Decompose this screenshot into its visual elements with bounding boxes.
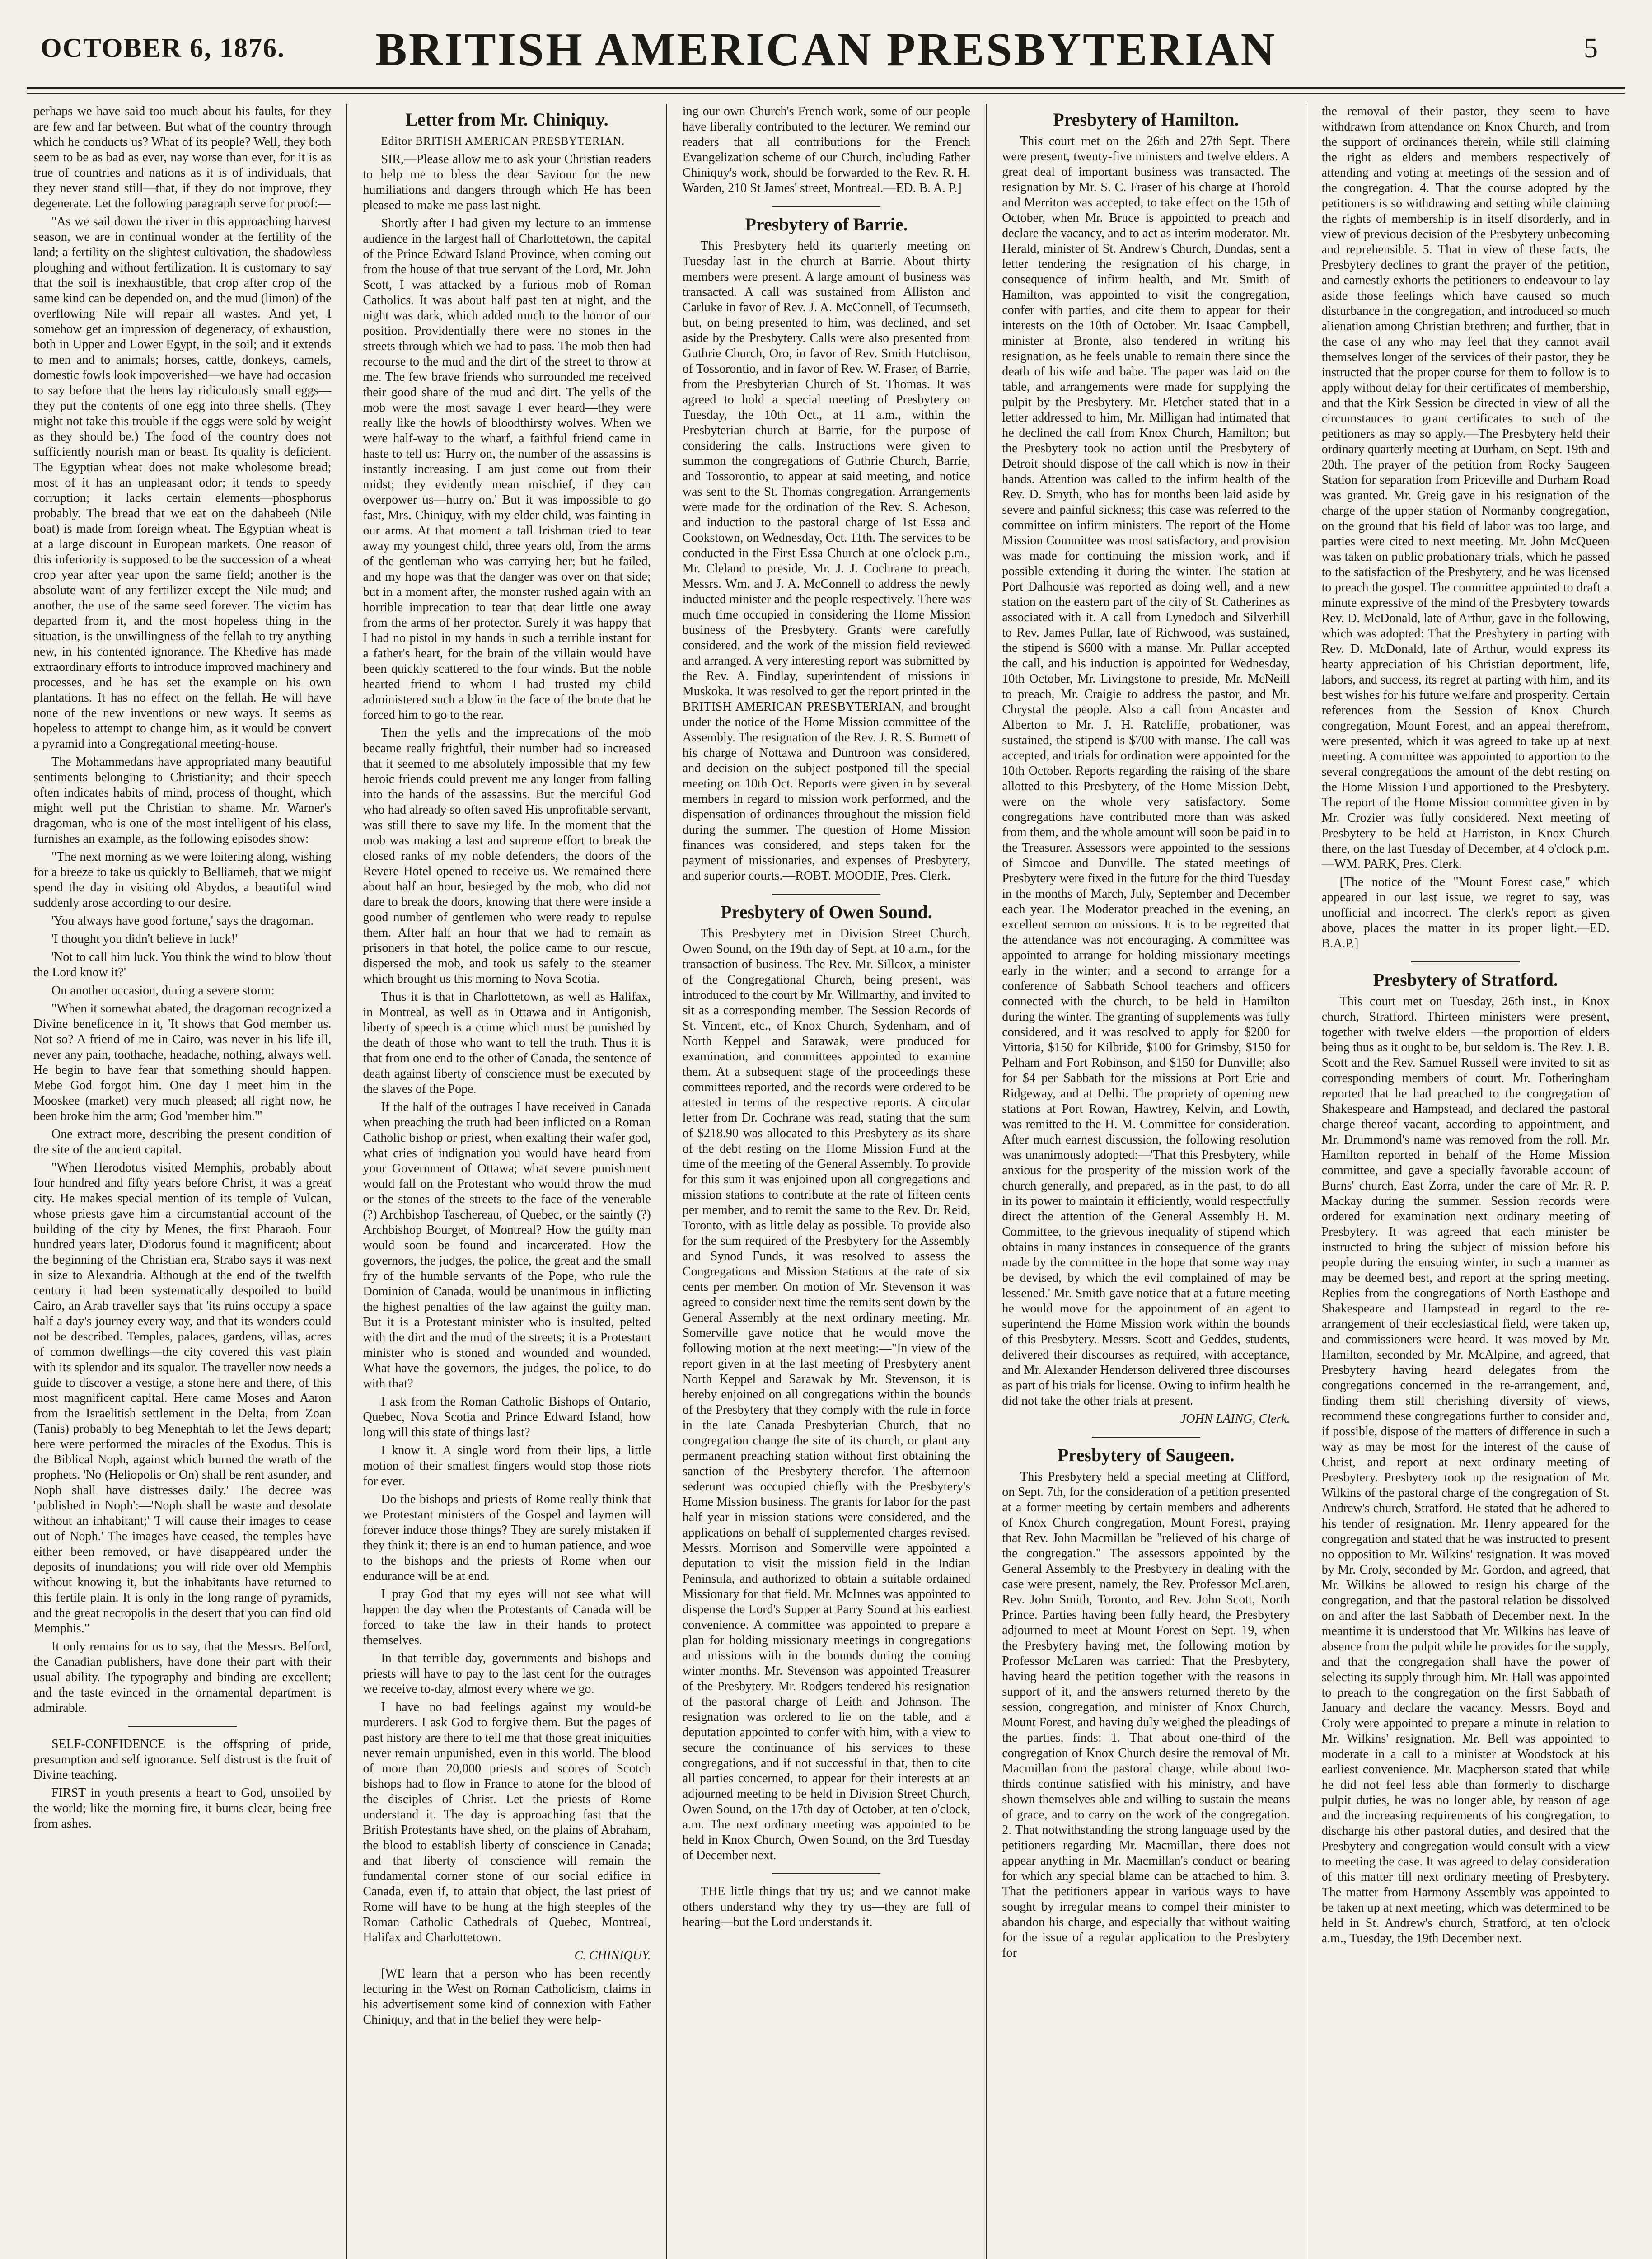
column-3: [666, 104, 986, 2259]
article-heading: Presbytery of Owen Sound.: [721, 902, 932, 922]
article-text: perhaps we have said too much about his faults, for they are few and far between. But what of the country through which he conducts us? What of its people? Well, they both seem to be as bad as ever, nay worse than ever, for it is as true of countries and nations as it is of individuals, that they never stand still—that, if they do not improve, they degenerate. Let the following paragraph serve for proof:—: [33, 104, 332, 211]
editor-note: [The notice of the "Mount Forest case," which appeared in our last issue, we regret to say, was unofficial and incorrect. The clerk's report as given above, places the matter in its proper light.—ED. B.A.P.]: [1321, 875, 1610, 951]
letter-salutation: Editor BRITISH AMERICAN PRESBYTERIAN.: [381, 135, 625, 147]
masthead-rule-thin: [27, 93, 1625, 94]
article-text: If the half of the outrages I have received in Canada when preaching the truth had been inflicted on a Roman Catholic bishop or priest, when exalting their wafer god, what cries of indignation you would have heard from your Government of Ottawa; what severe punishment would fall on the Protestant who would throw the mud or the stones of the streets to the face of the venerable (?) Archbishop Taschereau, of Quebec, or the saintly (?) Archbishop Bourget, of Montreal? How the guilty man would soon be found and incarcerated. How the governors, the judges, the police, the great and the small fry of the humble servants of the Pope, who rule the Dominion of Canada, would be unanimous in inflicting the highest penalties of the law against the guilty man. But it is a Protestant minister who is insulted, pelted with the dirt and the mud of the streets; it is a Protestant minister who is stoned and wounded and wounded. What have the governors, the judges, the police, to do with that?: [363, 1100, 651, 1391]
article-text: This court met on Tuesday, 26th inst., in Knox church, Stratford. Thirteen ministers were present, together with twelve elders —the proportion of elders being thus as it ought to be, but seldom is. The Rev. J. B. Scott and the Rev. Samuel Russell were invited to sit as corresponding members of court. Mr. Fotheringham reported that he had preached to the congregation of Shakespeare and Hampstead, and declared the pastoral charge thereof vacant, according to appointment, and Mr. Drummond's name was removed from the roll. Mr. Hamilton reported in behalf of the Home Mission committee, and gave a specially favorable account of Burns' church, East Zorra, under the care of Mr. R. P. Mackay during the summer. Session records were ordered for examination next ordinary meeting of Presbytery. It was agreed that each minister be instructed to bring the subject of mission before his people during the ensuing winter, in such a manner as may be deemed best, and report at the spring meeting. Replies from the congregations of North Easthope and Shakespeare and Hampstead in regard to the re-arrangement of their ecclesiastical field, were taken up, and commissioners were heard. It was moved by Mr. Hamilton, seconded by Mr. McAlpine, and agreed, that Presbytery having heard delegates from the congregations concerned in the re-arrangement, and, finding them still cherishing diversity of views, recommend these congregations further to consider and, if possible, dispose of the matters of difference in such a way as may be most for the interest of the cause of Christ, and report at next ordinary meeting of Presbytery. Presbytery took up the resignation of Mr. Wilkins of the pastoral charge of the congregation of St. Andrew's church, Stratford. He stated that he adhered to his tender of resignation. Mr. Henry appeared for the congregation and stated that he was instructed to present no opposition to Mr. Wilkins' resignation. It was moved by Mr. Croly, seconded by Mr. Gordon, and agreed, that Mr. Wilkins be allowed to resign his charge of the congregation, and that the pastoral relation be dissolved on and after the last Sabbath of December next. In the meantime it is understood that Mr. Wilkins has leave of absence from the pulpit while he provides for the supply, and that the congregation shall have the power of selecting its supply through him. Mr. Hall was appointed to preach to the congregation on the first Sabbath of January and declare the vacancy. Messrs. Boyd and Croly were appointed to prepare a minute in relation to Mr. Wilkins' resignation. Mr. Bell was appointed to moderate in a call to a minister at Woodstock at his earliest convenience. Mr. Macpherson stated that while he did not feel less able than formerly to discharge pulpit duties, he was no longer able, by reason of age and the increasing requirements of his congregation, to discharge his other pastoral duties, and desired that the Presbytery and congregation would consult with a view to meeting the case. It was agreed to delay consideration of this matter till next ordinary meeting of Presbytery. The matter from Harmony Assembly was appointed to be taken up at next meeting, which was determined to be held in St. Andrew's church, Stratford, at ten o'clock a.m., Tuesday, the 19th December next.: [1321, 994, 1610, 1945]
article-text: Then the yells and the imprecations of the mob became really frightful, their number had so increased that it seemed to me absolutely impossible that my few heroic friends could prevent me any longer from falling into the hands of the assassins. But the merciful God who had already so often saved His unprofitable servant, was still there to save my life. In the moment that the mob was making a last and supreme effort to break the closed ranks of my noble defenders, the doors of the Revere Hotel opened to receive us. We remained there about half an hour, besieged by the mob, who did not dare to break the doors, knowing that there were inside a good number of gentlemen who were ready to repulse them. After half an hour that we had to remain as prisoners in that hotel, the police came to our rescue, dispersed the mob, and took us safely to the steamer which brought us this morning to Nova Scotia.: [363, 726, 651, 986]
separator: [128, 1726, 237, 1727]
column-1: [27, 104, 346, 2259]
article-text: On another occasion, during a severe storm:: [51, 984, 275, 998]
masthead-rule: [27, 87, 1625, 89]
article-text: Shortly after I had given my lecture to an immense audience in the largest hall of Charlottetown, the capital of the Prince Edward Island Province, when coming out from the house of that true servant of the Lord, Mr. John Scott, I was attacked by a furious mob of Roman Catholics. It was about half past ten at night, and the night was dark, which added much to the horror of our position. Providentially there were no stones in the streets through which we had to pass. The mob then had recourse to the mud and the dirt of the street to throw at me. The few brave friends who surrounded me received their good share of the mud and dirt. The yells of the mob were the most savage I ever heard—they were really like the howls of bloodthirsty wolves. When we were half-way to the wharf, a faithful friend came in haste to tell us: 'Hurry on, the number of the assassins is instantly increasing. I am just come out from their midst; they evidently mean mischief, if they can overpower us—hurry on.' But it was impossible to go fast, Mrs. Chiniquy, with my elder child, was fainting in our arms. At that moment a tall Irishman tried to tear away my youngest child, three years old, from the arms of the gentleman who was carrying her; but he failed, and my hope was that the danger was over on that side; but in a moment after, the monster rushed again with an horrible imprecation to tear that dear little one away from the arms of her protector. Surely it was happy that I had no pistol in my hands in such a terrible instant for a father's heart, for the brain of the villain would have been quickly scattered to the four winds. But the noble hearted friend to whom I had trusted my child administered such a blow in the face of the brute that he forced him to go to the rear.: [363, 216, 651, 722]
article-quote: "As we sail down the river in this approaching harvest season, we are in continual wonder at the fertility of the land; a fertility on the slightest cultivation, the shadowless ploughing and without fertilization. It is customary to say that the soil is inexhaustible, that crop after crop of the same kind can be depended on, and the mud (limon) of the overflowing Nile will repair all wastes. And yet, I somehow get an impression of degeneracy, of exhaustion, both in Upper and Lower Egypt, in the soil; and it extends to men and to animals; horses, cattle, donkeys, camels, domestic fowls look impoverished—we have had occasion to say before that the hens lay ridiculously small eggs—they put the contents of one egg into three shells. (They might not take this trouble if the eggs were sold by weight as they should be.) The food of the country does not sufficiently nourish man or beast. Its quality is deficient. The Egyptian wheat does not make wholesome bread; most of it has an unpleasant odor; it tends to speedy corruption; it lacks certain elements—phosphorus probably. The bread that we eat on the dahabeeh (Nile boat) is made from foreign wheat. The Egyptian wheat is at a large discount in European markets. One reason of this inferiority is supposed to be the succession of a wheat crop year after year upon the same field; another is the absolute want of any fertilizer except the Nile mud; and another, the use of the same seed forever. The victim has departed from it, and the most hopeless thing in the situation, is the unwillingness of the fellah to try anything new, in his contented ignorance. The Khedive has made extraordinary efforts to introduce improved machinery and processes, and he has set the example on his own plantations. It has no effect on the fellah. He will have none of the new inventions or new ways. It seems as hopeless to attempt to change him, as it would be convert a pyramid into a Congregational meeting-house.: [33, 215, 332, 751]
masthead: [27, 19, 1625, 87]
separator: [772, 206, 880, 207]
editor-note: ing our own Church's French work, some of our people have liberally contributed to the lecturer. We remind our readers that all contributions for the French Evangelization scheme of our Church, including Father Chiniquy's work, should be forwarded to the Rev. R. H. Warden, 210 St James' street, Montreal.—ED. B. A. P.]: [682, 104, 971, 195]
article-quote: "When it somewhat abated, the dragoman recognized a Divine beneficence in it, 'It shows that God member us. Not so? A friend of me in Cairo, was never in his life ill, never any pain, toothache, headache, nothing, always well. He begin to have fear that something should happen. Mebe God forgot him. One day I meet him in the Mooskee (market) very much pleased; all right now, he been broke him the arm; God 'member him.'": [33, 1002, 332, 1123]
article-text: The Mohammedans have appropriated many beautiful sentiments belonging to Christianity; and their speech often indicates habits of mind, process of thought, which might well put the Christian to shame. Mr. Warner's dragoman, who is one of the most intelligent of his class, furnishes an example, as the following episodes show:: [33, 755, 332, 846]
article-text: I pray God that my eyes will not see what will happen the day when the Protestants of Canada will be forced to take the law in their hands to protect themselves.: [363, 1587, 651, 1647]
separator: [1092, 1437, 1200, 1438]
article-text: the removal of their pastor, they seem to have withdrawn from attendance on Knox Church, and from the support of ordinances therein, while still claiming the right as elders and members respectively of attending and voting at meetings of the session and of the congregation. 4. That the course adopted by the petitioners is so withdrawing and setting while claiming the rights of membership is in itself disorderly, and in view of previous decision of the Presbytery unbecoming and reprehensible. 5. That in view of these facts, the Presbytery declines to grant the prayer of the petition, and earnestly exhorts the petitioners to endeavour to lay aside those feelings which have caused so much disturbance in the congregation, and introduced so much alienation among Christian brethren; and further, that in the case of any who may feel that they cannot avail themselves longer of the services of their pastor, they be instructed that the proper course for them to follow is to apply without delay for their certificates of membership, and that the Kirk Session be directed in view of all the circumstances to grant certificates to such of the petitioners as may so apply.—The Presbytery held their ordinary quarterly meeting at Durham, on Sept. 19th and 20th. The prayer of the petition from Rocky Saugeen Station for separation from Priceville and Durham Road was granted. Mr. Greig gave in his resignation of the charge of the upper station of Normanby congregation, on the ground that his field of labor was too large, and parties were cited to next meeting. Mr. John McQueen was taken on public probationary trials, which he passed to the satisfaction of the Presbytery, and he was licensed to preach the gospel. The committee appointed to draft a minute expressive of the mind of the Presbytery towards Rev. D. McDonald, late of Arthur, gave in the following, which was adopted: That the Presbytery in parting with Rev. D. McDonald, late of Arthur, would express its hearty appreciation of his Christian deportment, life, labors, and success, its regret at parting with him, and its best wishes for his future welfare and prosperity. Certain references from the Session of Knox Church congregation, Mount Forest, and an appeal therefrom, were presented, which it was agreed to take up at next meeting. A committee was appointed to apportion to the several congregations the amount of the debt resting on the Home Mission Fund apportioned to the Presbytery. The report of the Home Mission committee given in by Mr. Crozier was fully considered. Next meeting of Presbytery to be held at Harriston, in Knox Church there, on the last Tuesday of December, at 4 o'clock p.m.—WM. PARK, Pres. Clerk.: [1321, 104, 1610, 871]
column-2: [346, 104, 666, 2259]
article-text: I have no bad feelings against my would-be murderers. I ask God to forgive them. But the pages of past history are there to tell me that those great iniquities never remain unpunished, even in this world. The blood of more than 20,000 priests and scores of Scotch bishops had to flow in France to atone for the blood of the disciples of Christ. Let the priests of Rome understand it. The day is approaching fast that the British Protestants have shed, on the plains of Abraham, the blood to establish liberty of conscience in Canada; and that liberty of conscience will remain the fundamental corner stone of our social edifice in Canada, even if, to attain that object, the last priest of Rome will have to be hung at the high steeples of the Roman Catholic Cathedrals of Quebec, Montreal, Halifax and Charlottetown.: [363, 1700, 651, 1945]
article-text: I ask from the Roman Catholic Bishops of Ontario, Quebec, Nova Scotia and Prince Edward Island, how long will this state of things last?: [363, 1395, 651, 1439]
article-text: Do the bishops and priests of Rome really think that we Protestant ministers of the Gospel and laymen will forever induce those things? They are surely mistaken if they think it; there is an end to human patience, and woe to the bishops and the priests of Rome when our endurance will be at end.: [363, 1492, 651, 1583]
page-columns: [27, 104, 1625, 2259]
article-heading: Presbytery of Hamilton.: [1053, 109, 1239, 130]
article-text: SIR,—Please allow me to ask your Christian readers to help me to bless the dear Saviour for the new humiliations and dangers through which He has been pleased to make me pass last night.: [363, 152, 651, 212]
separator: [772, 894, 880, 895]
article-text: This Presbytery held its quarterly meeting on Tuesday last in the church at Barrie. About thirty members were present. A large amount of business was transacted. A call was sustained from Alliston and Carluke in favor of Rev. J. A. McConnell, of Tecumseth, but, on being presented to him, was declined, and set aside by the Presbytery. Calls were also presented from Guthrie Church, Oro, in favor of Rev. Smith Hutchison, of Tossorontio, and in favor of Rev. W. Fraser, of Barrie, from the Presbyterian Church of St. Thomas. It was agreed to hold a special meeting of Presbytery on Tuesday, the 10th Oct., at 11 a.m., within the Presbyterian church at Barrie, for the purpose of considering the calls. Instructions were given to summon the congregations of Guthrie Church, Barrie, and Tossorontio, to appear at said meeting, and notice was sent to the St. Thomas congregation. Arrangements were made for the ordination of the Rev. S. Acheson, and induction to the pastoral charge of 1st Essa and Cookstown, on Wednesday, Oct. 11th. The services to be conducted in the First Essa Church at one o'clock p.m., Mr. Cleland to preside, Mr. J. J. Cochrane to preach, Messrs. Wm. and J. A. McConnell to address the newly inducted minister and the people respectively. There was much time occupied in considering the Home Mission business of the Presbytery. Grants were carefully considered, and the work of the mission field reviewed and arranged. A very interesting report was submitted by the Rev. A. Findlay, superintendent of missions in Muskoka. It was resolved to get the report printed in the BRITISH AMERICAN PRESBYTERIAN, and brought under the notice of the Home Mission committee of the Assembly. The resignation of the Rev. J. R. S. Burnett of his charge of Nottawa and Duntroon was considered, and decision on the subject postponed till the special meeting on 10th Oct. Reports were given in by several members in regard to mission work performed, and the dispensation of ordinances throughout the mission field during the summer. The question of Home Mission finances was considered, and steps taken for the payment of missionaries, and expenses of Presbytery, and superior courts.—ROBT. MOODIE, Pres. Clerk.: [682, 239, 971, 883]
newspaper-title: BRITISH AMERICAN PRESBYTERIAN: [375, 23, 1277, 75]
article-heading: Letter from Mr. Chiniquy.: [405, 109, 608, 130]
page-number: 5: [1584, 33, 1598, 64]
article-quote: 'Not to call him luck. You think the wind to blow 'thout the Lord know it?': [33, 950, 332, 980]
article-quote: 'You always have good fortune,' says the dragoman.: [51, 914, 314, 928]
article-text: This court met on the 26th and 27th Sept. There were present, twenty-five ministers and twelve elders. A great deal of important business was transacted. The resignation by Mr. S. C. Fraser of his charge at Thorold and Merriton was accepted, to take effect on the 15th of October, when Mr. Bruce is appointed to preach and declare the vacancy, and to act as interim moderator. Mr. Herald, minister of St. Andrew's Church, Dundas, sent a letter tendering the resignation of his charge, in consequence of infirm health, and Mr. Smith of Hamilton, was appointed to visit the congregation, confer with parties, and cite them to appear for their interests on the 10th of October. Mr. Isaac Campbell, minister at Bronte, also tendered in writing his resignation, as he feels unable to remain there since the death of his wife and babe. The paper was laid on the table, and arrangements were made for supplying the pulpit by the Presbytery. Mr. Fletcher stated that in a letter addressed to him, Mr. Milligan had intimated that he declined the call from Knox Church, Hamilton; but the Presbytery took no action until the Presbytery of Detroit should dispose of the call which is now in their hands. Attention was called to the infirm health of the Rev. D. Smyth, who has for months been laid aside by severe and painful sickness; this case was referred to the committee on infirm ministers. The report of the Home Mission Committee was most satisfactory, and provision was made for continuing the mission work, and if possible extending it during the winter. The station at Port Dalhousie was reported as doing well, and a new station on the eastern part of the city of St. Catherines as associated with it. A call from Lynedoch and Silverhill to Rev. James Pullar, late of Richwood, was sustained, the stipend is $600 with a manse. Mr. Pullar accepted the call, and his induction is appointed for Wednesday, 10th October, Mr. Livingstone to preside, Mr. McNeill to preach, Mr. Craigie to address the pastor, and Mr. Chrystal the people. Also a call from Ancaster and Alberton to Mr. J. H. Ratcliffe, probationer, was sustained, the stipend is $700 with manse. The call was accepted, and trials for ordination were appointed for the 10th October. Reports regarding the raising of the share allotted to this Presbytery, of the Home Mission Debt, were on the whole very satisfactory. Some congregations have contributed more than was asked from them, and the whole amount will soon be paid in to the Treasurer. Assessors were appointed to the sessions of Simcoe and Dunville. The stated meetings of Presbytery were fixed in the future for the third Tuesday in the months of March, July, September and December each year. The Moderator preached in the evening, an excellent sermon on missions. It is to be regretted that the attendance was not encouraging. A committee was appointed to arrange for holding missionary meetings early in the winter; and a second to arrange for a conference of Sabbath School teachers and officers connected with the church, to be held in Hamilton during the winter. The granting of supplements was fully considered, and it was resolved to apply for $200 for Vittoria, $150 for Kilbride, $100 for Grimsby, $150 for Pelham and Fort Robinson, and $150 for Dunville; also for $4 per Sabbath for the missions at Port Erie and Ridgeway, and at Delhi. The propriety of opening new stations at Port Rowan, Hawtrey, Kelvin, and Lowth, was remitted to the H. M. Committee for consideration. After much earnest discussion, the following resolution was unanimously adopted:—'That this Presbytery, while anxious for the prosperity of the mission work of the church generally, and prepared, as in the past, to do all in its power to maintain it efficiently, would respectfully direct the attention of the General Assembly H. M. Committee, to the grievous inequality of stipend which obtains in many instances in consequence of the grants made by the committee in the hope that some way may be devised, by which the evil complained of may be lessened.' Mr. Smith gave notice that at a future meeting he would move for the appointment of an agent to superintend the Home Mission work within the bounds of this Presbytery. Messrs. Scott and Geddes, students, delivered their discourses as required, with acceptance, and Mr. Alexander Henderson delivered three discourses as part of his trials for license. Owing to infirm health he did not take the other trials at present.: [1002, 134, 1290, 1408]
article-text: I know it. A single word from their lips, a little motion of their smallest fingers would stop those riots for ever.: [363, 1444, 651, 1488]
article-text: In that terrible day, governments and bishops and priests will have to pay to the last cent for the outrages we receive to-day, almost every where we go.: [363, 1651, 651, 1696]
issue-date: OCTOBER 6, 1876.: [41, 33, 285, 63]
article-heading: Presbytery of Saugeen.: [1058, 1445, 1235, 1465]
article-quote: "The next morning as we were loitering along, wishing for a breeze to take us quickly to Belliameh, that we might spend the day in visiting old Abydos, a beautiful wind suddenly arose according to our desire.: [33, 850, 332, 910]
article-text: Thus it is that in Charlottetown, as well as Halifax, in Montreal, as well as in Ottawa and in Antigonish, liberty of speech is a crime which must be punished by the death of those who want to tell the truth. Thus it is that from one end to the other of Canada, the sentence of death against liberty of conscience must be executed by the slaves of the Pope.: [363, 990, 651, 1096]
article-text: It only remains for us to say, that the Messrs. Belford, the Canadian publishers, have done their part with their usual ability. The typography and binding are excellent; and the taste evinced in the ornamental department is admirable.: [33, 1640, 332, 1715]
article-quote: 'I thought you didn't believe in luck!': [51, 932, 238, 946]
editor-note: [WE learn that a person who has been recently lecturing in the West on Roman Catholicism, claims in his advertisement some kind of connexion with Father Chiniquy, and that in the belief they were help-: [363, 1967, 651, 2027]
maxim: SELF-CONFIDENCE is the offspring of pride, presumption and self ignorance. Self distrust is the fruit of Divine teaching.: [33, 1737, 332, 1782]
article-quote: "When Herodotus visited Memphis, probably about four hundred and fifty years before Christ, it was a great city. He makes special mention of its temple of Vulcan, whose priests gave him a circumstantial account of the building of the city by Menes, the first Pharaoh. Four hundred years later, Diodorus found it magnificent; about the beginning of the Christian era, Strabo says it was next in size to Alexandria. Although at the end of the twelfth century it had been systematically despoiled to build Cairo, an Arab traveller says that 'its ruins occupy a space half a day's journey every way, and that its wonders could not be described. Temples, palaces, gardens, villas, acres of common dwellings—the city covered this vast plain with its splendor and its squalor. The traveller now needs a guide to discover a vestige, a stone here and there, of this most magnificent capital. Here came Moses and Aaron from the Israelitish settlement in the Delta, from Zoan (Tanis) probably to beg Menephtah to let the Jews depart; here were performed the miracles of the Exodus. This is the Biblical Noph, against which burned the wrath of the prophets. 'No (Heliopolis or On) shall be rent asunder, and Noph shall have distresses daily.' The decree was 'published in Noph':—'Noph shall be waste and desolate without an inhabitant;' 'I will cause their images to cease out of Noph.' The images have ceased, the temples have either been removed, or have disappeared under the deposits of inundations; you will ride over old Memphis without knowing it, but the inhabitants have returned to this fertile plain. It is only in the long range of pyramids, and the great necropolis in the desert that you can find old Memphis.": [33, 1161, 332, 1636]
separator: [772, 1873, 880, 1874]
article-text: One extract more, describing the present condition of the site of the ancient capital.: [33, 1127, 332, 1157]
letter-signature: C. CHINIQUY.: [574, 1949, 651, 1963]
report-signature: JOHN LAING, Clerk.: [1180, 1412, 1290, 1426]
article-text: This Presbytery held a special meeting at Clifford, on Sept. 7th, for the consideration of a petition presented at a former meeting by certain members and adherents of Knox Church congregation, Mount Forest, praying that Rev. John Macmillan be "relieved of his charge of the congregation." The assessors appointed by the General Assembly to the Presbytery in dealing with the case were present, namely, the Rev. Professor McLaren, Rev. John Smith, Toronto, and Rev. John Scott, North Prince. Parties having been fully heard, the Presbytery adjourned to meet at Mount Forest on Sept. 19, when the Presbytery having met, the following motion by Professor McLaren was carried: That the Presbytery, having heard the petition together with the reasons in support of it, and the answers returned thereto by the session, congregation, and minister of Knox Church, Mount Forest, and having duly weighed the pleadings of the parties, finds: 1. That about one-third of the congregation of Knox Church desire the removal of Mr. Macmillan from the pastoral charge, while about two-thirds continue satisfied with his ministry, and have shown themselves able and willing to sustain the means of grace, and to carry on the work of the congregation. 2. That notwithstanding the strong language used by the petitioners regarding Mr. Macmillan, there does not appear anything in Mr. Macmillan's conduct or bearing for which any special blame can be attached to him. 3. That the petitioners appear in various ways to have sought by irregular means to compel their minister to abandon his charge, and especially that without waiting for the issue of a regular application to the Presbytery for: [1002, 1470, 1290, 1960]
column-4: [986, 104, 1305, 2259]
column-5: [1306, 104, 1625, 2259]
maxim: FIRST in youth presents a heart to God, unsoiled by the world; like the morning fire, it burns clear, being free from ashes.: [33, 1786, 332, 1831]
article-text: This Presbytery met in Division Street Church, Owen Sound, on the 19th day of Sept. at 10 a.m., for the transaction of business. The Rev. Mr. Sillcox, a minister of the Congregational Church, being present, was introduced to the court by Mr. Willmarthy, and invited to sit as a corresponding member. The Session Records of St. Vincent, etc., of Knox Church, Sydenham, and of North Keppel and Sarawak, were produced for examination, and committees appointed to examine them. At a subsequent stage of the proceedings these committees reported, and the records were ordered to be attested in terms of the respective reports. A circular letter from Dr. Cochrane was read, stating that the sum of $218.90 was allocated to this Presbytery as its share of the debt resting on the Home Mission Fund at the time of the meeting of the General Assembly. To provide for this sum it was enjoined upon all congregations and mission stations to contribute at the rate of fifteen cents per member, and to remit the same to the Rev. Dr. Reid, Toronto, with as little delay as possible. To provide also for the sum required of the Presbytery for the Assembly and Synod Funds, it was resolved to assess the Congregations and Mission Stations at the rate of six cents per member. On motion of Mr. Stevenson it was agreed to consider next time the remits sent down by the General Assembly at the next ordinary meeting. Mr. Somerville gave notice that he would move the following motion at the next meeting:—"In view of the report given in at the last meeting of Presbytery anent North Keppel and Sarawak by Mr. Stevenson, it is hereby enjoined on all congregations within the bounds of the Presbytery that they comply with the rule in force in the late Canada Presbyterian Church, that no congregation change the site of its church, or plant any permanent preaching station without first obtaining the sanction of the Presbytery therefor. The afternoon sederunt was occupied chiefly with the Presbytery's Home Mission business. The grants for labor for the past half year in mission stations were considered, and the applications on behalf of supplemented charges revised. Messrs. Morrison and Somerville were appointed a deputation to visit the mission field in the Indian Peninsula, and authorized to obtain a suitable ordained Missionary for that field. Mr. McInnes was appointed to dispense the Lord's Supper at Parry Sound at his earliest convenience. A committee was appointed to prepare a plan for holding missionary meetings in congregations and missions with in the bounds during the coming winter months. Mr. Stevenson was appointed Treasurer of the Presbytery. Mr. Rodgers tendered his resignation of the pastoral charge of Leith and Johnson. The resignation was ordered to lie on the table, and a deputation appointed to confer with him, with a view to secure the continuance of his services to these congregations, and if not successful in that, then to cite all parties concerned, to appear for their interests at an adjourned meeting to be held in Division Street Church, Owen Sound, on the 17th day of October, at ten o'clock, a.m. The next ordinary meeting was appointed to be held in Knox Church, Owen Sound, on the 3rd Tuesday of December next.: [682, 927, 971, 1862]
article-heading: Presbytery of Barrie.: [745, 214, 908, 234]
article-heading: Presbytery of Stratford.: [1373, 970, 1558, 990]
maxim: THE little things that try us; and we cannot make others understand why they try us—they are full of hearing—but the Lord understands it.: [682, 1884, 971, 1929]
separator: [1411, 961, 1520, 962]
